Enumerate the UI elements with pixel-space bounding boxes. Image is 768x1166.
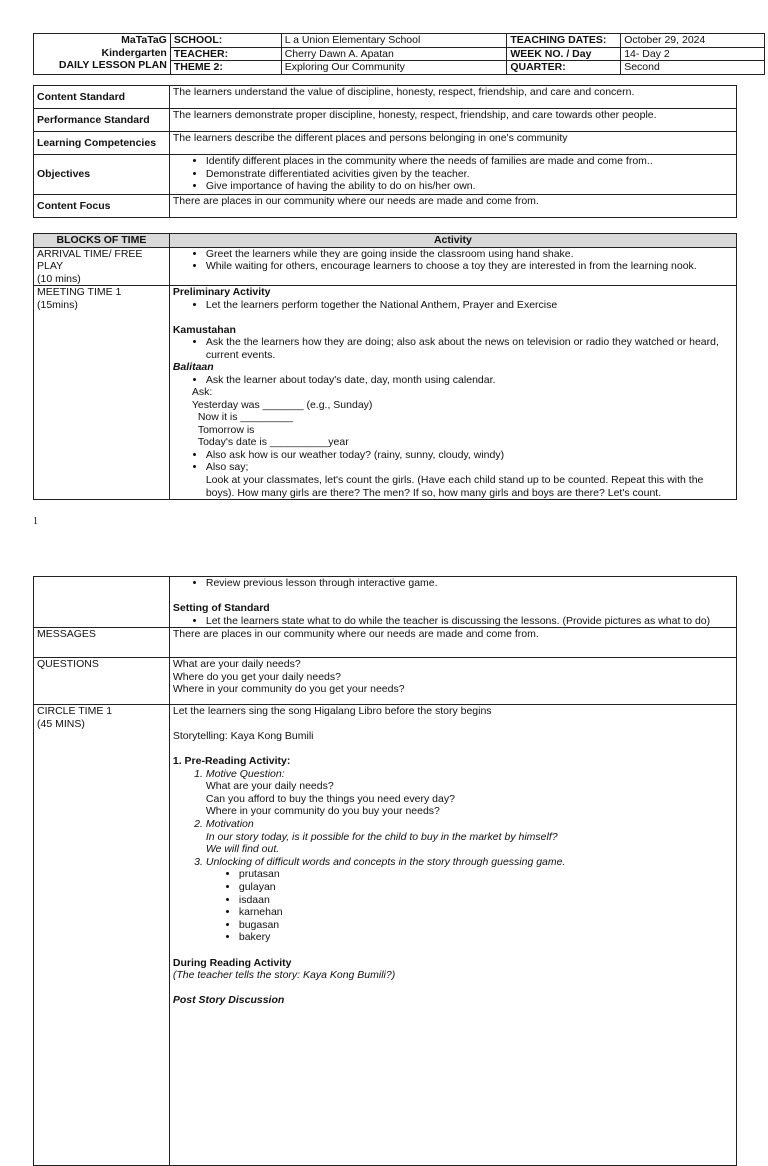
competencies-value: The learners describe the different places and persons belonging in one's community [169,132,736,155]
motivation-line: In our story today, is it possible for the child to buy in the market by himself? [205,830,558,843]
teacher-label: TEACHER: [170,47,281,61]
header-title-block [34,34,171,75]
arrival-time-line: (10 mins) [37,272,81,285]
ask-label: Ask: [191,386,213,399]
arrival-time-line: ARRIVAL TIME/ FREE [37,247,143,260]
circle-time-line: CIRCLE TIME 1 [37,705,113,718]
content-standard-label: Content Standard [34,86,170,109]
dates-value: October 29, 2024 [621,34,765,48]
standard-item: • Let the learners state what to do while the teacher is discussing the lessons. (Provide pictures as what to do) [206,615,733,628]
during-reading-title: During Reading Activity [172,956,292,969]
teacher-value: Cherry Dawn A. Apatan [281,47,507,61]
theme-label: THEME 2: [170,61,281,75]
motive-question-item [206,768,733,818]
balitaan-title: Balitaan [172,361,214,374]
competencies-label: Learning Competencies [34,132,170,155]
quarter-label: QUARTER: [507,61,621,75]
school-label: SCHOOL: [170,34,281,48]
quarter-value: Second [621,61,765,75]
header-line-1: MaTaTaG [121,34,167,46]
objective-item: • Identify different places in the community where the needs of families are made and come from.. [206,155,733,168]
post-story-title: Post Story Discussion [172,994,285,1006]
col-activity: Activity [169,234,736,248]
continuation-activity-cell [169,577,736,628]
performance-standard-label: Performance Standard [34,109,170,132]
motive-question-line: Can you afford to buy the things you need every day? [205,792,455,805]
motivation-line: We will find out. [205,843,280,856]
word-item: • karnehan [239,906,733,919]
word-item: • bakery [239,931,733,944]
performance-standard-value: The learners demonstrate proper discipline, honesty, respect, friendship, and care towards other people. [169,109,736,132]
kamustahan-item: • Ask the the learners how they are doing; also ask about the news on television or radio they watched or heard, current events. [206,336,733,361]
content-focus-value: There are places in our community where our needs are made and come from. [169,195,736,218]
today-line: Today's date is __________year [197,436,349,449]
balitaan-item: • Ask the learner about today's date, day, month using calendar. [206,374,733,387]
question-line: What are your daily needs? [172,658,301,671]
word-item: • bugasan [239,919,733,932]
col-blocks-of-time: BLOCKS OF TIME [34,234,170,248]
continuation-time-cell [34,577,170,628]
also-say-item: • Also say; [206,461,733,474]
preliminary-activity-title: Preliminary Activity [172,286,271,298]
meeting-activity-cell [169,286,736,500]
objectives-label: Objectives [34,155,170,195]
word-item: • gulayan [239,881,733,894]
setting-of-standard-title: Setting of Standard [172,602,270,615]
arrival-item: • While waiting for others, encourage learners to choose a toy they are interested in from the learning nook. [206,260,733,273]
unlocking-title: Unlocking of difficult words and concepts in the story through guessing game. [205,855,566,868]
unlocking-item [206,856,733,869]
motive-question-title: Motive Question: [205,767,285,780]
review-item: • Review previous lesson through interactive game. [206,577,733,590]
header-table [33,33,765,75]
motive-question-line: Where in your community do you buy your needs? [205,805,440,818]
week-label: WEEK NO. / Day [507,47,621,61]
standards-table [33,85,737,218]
count-text: Look at your classmates, let's count the girls. (Have each child stand up to be counted. Repeat this with the boys). How many girls are there? The men? If so, how many girls and boys are there? Let's count. [205,474,704,499]
pre-reading-title: 1. Pre-Reading Activity: [172,755,291,768]
weather-item: • Also ask how is our weather today? (rainy, sunny, cloudy, windy) [206,449,733,462]
kamustahan-title: Kamustahan [172,323,236,336]
week-value: 14- Day 2 [621,47,765,61]
circle-time-line: (45 MINS) [37,717,85,730]
arrival-activity-cell [169,247,736,286]
objective-item: • Demonstrate differentiated acivities given by the teacher. [206,168,733,181]
meeting-time-cell [34,286,170,500]
yesterday-line: Yesterday was _______ (e.g., Sunday) [191,398,373,411]
question-line: Where do you get your daily needs? [172,670,341,683]
tomorrow-line: Tomorrow is [197,423,255,436]
meeting-time-line: (15mins) [37,298,78,311]
preliminary-item: • Let the learners perform together the National Anthem, Prayer and Exercise [206,299,733,312]
motive-question-line: What are your daily needs? [205,780,334,793]
content-standard-value: The learners understand the value of discipline, honesty, respect, friendship, and care and concern. [169,86,736,109]
during-reading-text: (The teacher tells the story: Kaya Kong Bumili?) [172,969,396,981]
word-item: • prutasan [239,868,733,881]
sing-line: Let the learners sing the song Higalang Libro before the story begins [172,705,492,718]
storytelling-line: Storytelling: Kaya Kong Bumili [172,730,314,743]
now-line: Now it is _________ [197,411,293,424]
objective-item: • Give importance of having the ability to do on his/her own. [206,180,733,193]
motivation-title: Motivation [205,818,254,831]
arrival-item: • Greet the learners while they are going inside the classroom using hand shake. [206,248,733,261]
word-item: • isdaan [239,894,733,907]
page2-table [33,576,737,1166]
content-focus-label: Content Focus [34,195,170,218]
circle-activity-cell [169,705,736,1166]
motivation-item [206,818,733,856]
objectives-cell [169,155,736,195]
messages-value: There are places in our community where our needs are made and come from. [169,628,736,658]
questions-label: QUESTIONS [34,658,170,705]
arrival-time-cell [34,247,170,286]
page-number: 1 [33,516,38,527]
meeting-time-line: MEETING TIME 1 [37,286,122,298]
header-line-3: DAILY LESSON PLAN [58,59,167,71]
schedule-table [33,233,737,500]
arrival-time-line: PLAY [37,260,64,272]
dates-label: TEACHING DATES: [507,34,621,48]
questions-cell [169,658,736,705]
question-line: Where in your community do you get your needs? [172,683,405,696]
circle-time-cell [34,705,170,1166]
header-line-2: Kindergarten [101,46,167,59]
school-value: L a Union Elementary School [281,34,507,48]
messages-label: MESSAGES [34,628,170,658]
theme-value: Exploring Our Community [281,61,507,75]
